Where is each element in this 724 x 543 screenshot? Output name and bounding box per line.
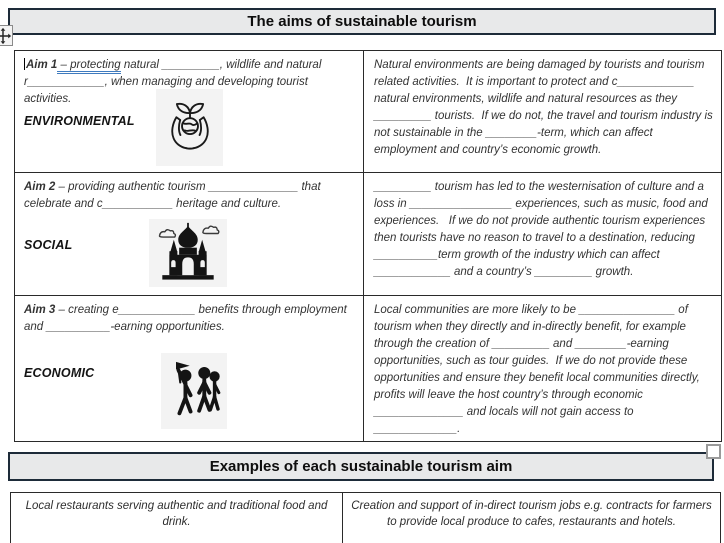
category-label-environmental: ENVIRONMENTAL — [24, 114, 135, 128]
page-title-text: The aims of sustainable tourism — [247, 13, 477, 30]
table-resize-handle[interactable] — [706, 444, 721, 459]
examples-title-text: Examples of each sustainable tourism aim — [209, 458, 513, 475]
aim1-body: natural _________, wildlife and natural r____________, when managing and developing tourist activities. — [24, 59, 325, 105]
aim2-description[interactable]: _________ tourism has led to the westernisation of culture and a loss in ________________ experiences, such as music, food and experiences. If we do not provide authentic tourism experiences then tourists have no reason to travel to a destination, reducing __________term growth of the industry which can affect ____________ and a country’s _________ growth. — [374, 181, 711, 278]
aims-table — [14, 50, 722, 442]
category-label-economic: ECONOMIC — [24, 366, 95, 380]
aim2-text[interactable] — [15, 173, 363, 213]
aim3-cell[interactable] — [15, 296, 364, 441]
example-cell-economic[interactable] — [343, 493, 720, 543]
aim2-label: Aim 2 — [24, 181, 56, 193]
aim3-description-cell[interactable] — [364, 296, 721, 441]
aim1-description-cell[interactable] — [364, 51, 721, 173]
aim1-grammar-underline: – protecting — [57, 59, 120, 74]
page-title[interactable] — [8, 8, 716, 35]
aim2-body: – providing authentic tourism ______________ that celebrate and c___________ heritage and culture. — [24, 181, 324, 210]
table-move-handle-icon[interactable] — [0, 25, 13, 46]
example-social-text: Local restaurants serving authentic and traditional food and drink. — [25, 500, 328, 528]
category-label-social: SOCIAL — [24, 238, 73, 252]
aim2-cell[interactable] — [15, 173, 364, 296]
temple-icon[interactable] — [149, 219, 227, 287]
aim1-cell[interactable] — [15, 51, 364, 173]
text-cursor — [24, 58, 25, 70]
aim3-label: Aim 3 — [24, 304, 56, 316]
example-cell-social[interactable] — [11, 493, 343, 543]
examples-table — [10, 492, 721, 543]
aim3-body: – creating e____________ benefits through employment and __________-earning opportunities. — [24, 304, 351, 333]
aim2-description-cell[interactable] — [364, 173, 721, 296]
aim3-text[interactable] — [15, 296, 363, 336]
example-economic-text: Creation and support of in-direct tourism jobs e.g. contracts for farmers to provide local produce to cafes, restaurants and hotels. — [351, 500, 712, 528]
examples-title[interactable] — [8, 452, 714, 481]
hands-holding-earth-icon[interactable] — [156, 89, 223, 166]
aim1-label: Aim 1 — [26, 59, 58, 71]
aim3-description[interactable]: Local communities are more likely to be _______________ of tourism when they directly and in-directly benefit, for example through the creation of _________ and ________-earning opportunities, such as tour guides. If we do not provide these opportunities and ensure they benefit local communities directly, profits will leave the host country’s through economic ______________ and locals will not gain access to _____________. — [374, 304, 703, 435]
aim1-description[interactable]: Natural environments are being damaged by tourists and tourism related activities. It is important to protect and c____________ natural environments, wildlife and natural resources as they _________ tourists. If we do not, the travel and tourism industry is not sustainable in the ________-term, which can affect employment and country’s economic growth. — [374, 59, 716, 156]
tour-group-icon[interactable] — [161, 353, 227, 429]
